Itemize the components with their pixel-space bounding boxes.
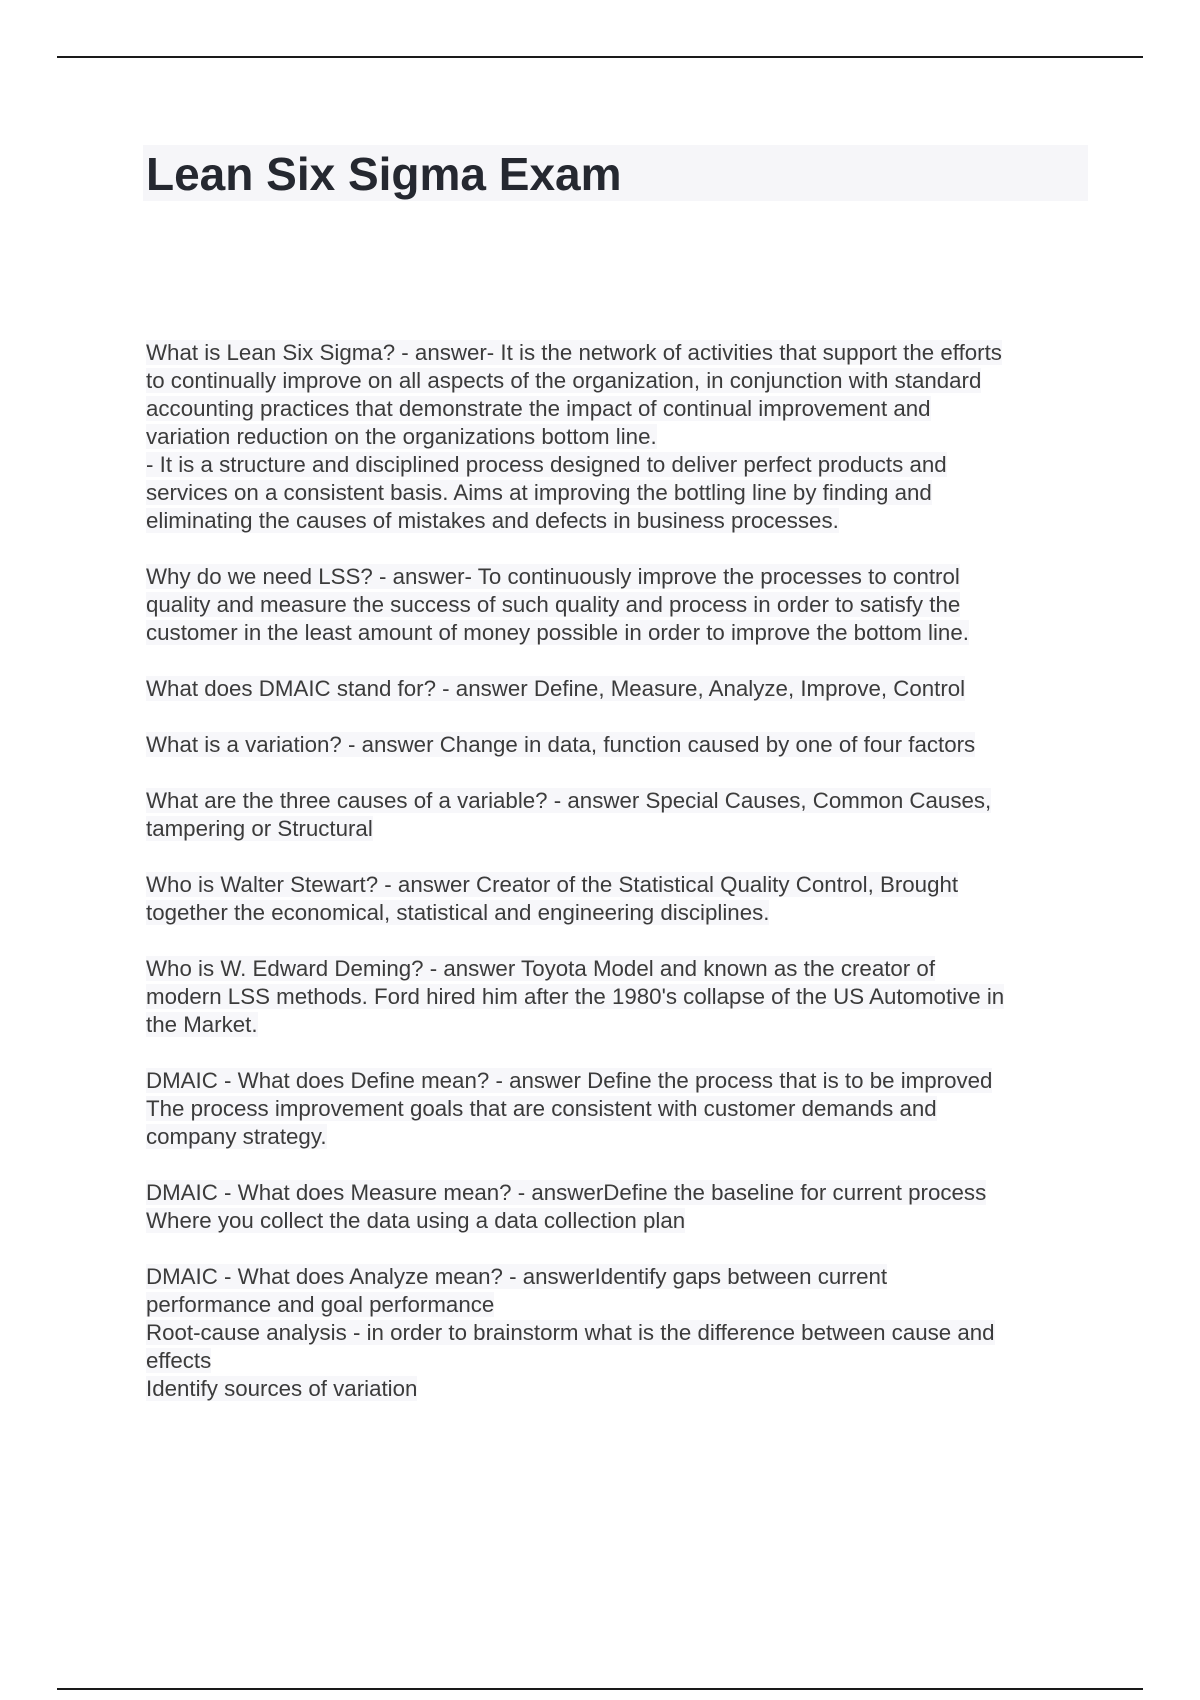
qa-line [146,507,1091,535]
qa-line [146,367,1091,395]
qa-line [146,1123,1091,1151]
qa-line [146,787,1091,815]
qa-line-text: quality and measure the success of such quality and process in order to satisfy the [146,592,961,617]
qa-line [146,1347,1091,1375]
qa-line-text: DMAIC - What does Analyze mean? - answerIdentify gaps between current [146,1264,888,1289]
qa-line-text: effects [146,1348,212,1373]
qa-line [146,395,1091,423]
qa-line-text: the Market. [146,1012,258,1037]
qa-line-text: What is a variation? - answer Change in data, function caused by one of four factors [146,732,976,757]
qa-line-text: Identify sources of variation [146,1376,418,1401]
qa-line [146,563,1091,591]
qa-line [146,479,1091,507]
qa-item [146,339,1091,535]
top-divider [57,56,1143,58]
qa-line-text: - It is a structure and disciplined process designed to deliver perfect products and [146,452,947,477]
qa-item [146,1067,1091,1151]
qa-line-text: What are the three causes of a variable? - answer Special Causes, Common Causes, [146,788,992,813]
qa-line [146,1067,1091,1095]
qa-line-text: accounting practices that demonstrate the impact of continual improvement and [146,396,931,421]
qa-line-text: to continually improve on all aspects of the organization, in conjunction with standard [146,368,982,393]
qa-line-text: customer in the least amount of money possible in order to improve the bottom line. [146,620,969,645]
qa-item [146,563,1091,647]
qa-item [146,787,1091,843]
qa-line-text: What does DMAIC stand for? - answer Define, Measure, Analyze, Improve, Control [146,676,966,701]
qa-line-text: What is Lean Six Sigma? - answer- It is the network of activities that support the efforts [146,340,1002,365]
qa-item [146,675,1091,703]
qa-line [146,1319,1091,1347]
qa-line [146,591,1091,619]
qa-item [146,955,1091,1039]
qa-line-text: together the economical, statistical and engineering disciplines. [146,900,770,925]
qa-line-text: DMAIC - What does Define mean? - answer Define the process that is to be improved [146,1068,993,1093]
qa-line [146,675,1091,703]
qa-line-text: services on a consistent basis. Aims at improving the bottling line by finding and [146,480,932,505]
qa-line [146,339,1091,367]
qa-line-text: variation reduction on the organizations bottom line. [146,424,657,449]
qa-item [146,731,1091,759]
qa-line-text: company strategy. [146,1124,327,1149]
bottom-divider [57,1688,1143,1690]
qa-item [146,871,1091,927]
qa-line [146,871,1091,899]
qa-line-text: DMAIC - What does Measure mean? - answerDefine the baseline for current process [146,1180,987,1205]
qa-line-text: Why do we need LSS? - answer- To continuously improve the processes to control [146,564,960,589]
page-title: Lean Six Sigma Exam [146,148,622,200]
qa-line-text: Root-cause analysis - in order to brainstorm what is the difference between cause and [146,1320,995,1345]
qa-line-text: Who is W. Edward Deming? - answer Toyota Model and known as the creator of [146,956,936,981]
qa-line [146,815,1091,843]
qa-item [146,1263,1091,1403]
qa-line [146,423,1091,451]
qa-line-text: Who is Walter Stewart? - answer Creator of the Statistical Quality Control, Brought [146,872,959,897]
qa-line [146,1207,1091,1235]
qa-line-text: modern LSS methods. Ford hired him after the 1980's collapse of the US Automotive in [146,984,1005,1009]
qa-line [146,1179,1091,1207]
qa-line [146,1263,1091,1291]
qa-line-text: eliminating the causes of mistakes and defects in business processes. [146,508,839,533]
qa-line [146,619,1091,647]
qa-item [146,1179,1091,1235]
qa-line-text: tampering or Structural [146,816,373,841]
qa-line [146,1291,1091,1319]
qa-line [146,899,1091,927]
qa-line-text: Where you collect the data using a data collection plan [146,1208,686,1233]
qa-line [146,1095,1091,1123]
qa-line-text: performance and goal performance [146,1292,495,1317]
qa-line [146,955,1091,983]
qa-line [146,1375,1091,1403]
qa-line [146,731,1091,759]
qa-list [146,339,1091,1431]
qa-line [146,451,1091,479]
qa-line-text: The process improvement goals that are consistent with customer demands and [146,1096,937,1121]
qa-line [146,983,1091,1011]
qa-line [146,1011,1091,1039]
